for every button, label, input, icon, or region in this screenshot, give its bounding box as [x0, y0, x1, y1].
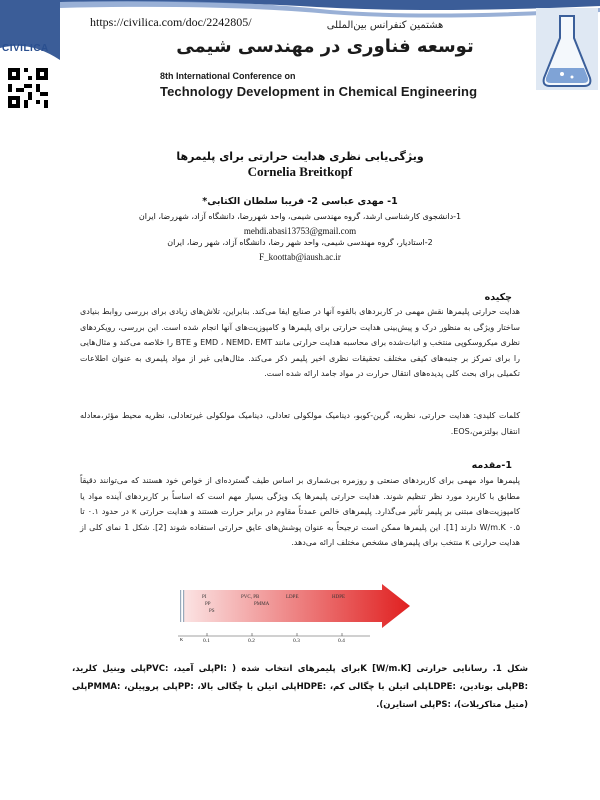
tick-label: 0.1 — [203, 638, 210, 644]
abstract-heading: چکیده — [484, 292, 512, 303]
intro-body: پلیمرها مواد مهمی برای کاربردهای صنعتی و روزمره بی‌شماری بر اساس طیف گسترده‌ای از خواص خود هستند که می‌توانند دقیقاً مطابق با کاربرد مورد نظر تنظیم شوند. هدایت حرارتی پلیمرها یک ویژگی بسیار مهم است که اساساً بر کاربردهای آینده مواد یا کامپوزیت‌های مبتنی بر پلیمر تأثیر می‌گذارد. پلیمرهای خالص عمدتاً مقاوم در برابر حرارت هستند و هدایت حرارتی κ در حدود ۰.۱ تا ۰.۵ W/m.K دارند [1]. این پلیمرها ممکن است ترجیحاً به عنوان پوشش‌های عایق حرارتی استفاده شوند [2]. شکل 1 نمای کلی از هدایت حرارتی κ منتخب برای پلیمرهای مشخص مختلف ارائه می‌دهد. — [80, 476, 521, 547]
conference-title-en-line2: Technology Development in Chemical Engineering — [160, 84, 478, 99]
conductivity-arrow — [184, 584, 410, 628]
paper-title-en: Cornelia Breitkopf — [247, 164, 353, 179]
source-url[interactable]: https://civilica.com/doc/2242805/ — [90, 15, 252, 29]
keywords: کلمات کلیدی: هدایت حرارتی، نظریه، گرین-کوبو، دینامیک مولکولی تعادلی، دینامیک مولکولی غیرتعادلی، نظریه محیط مؤثر،معادله انتقال بولتزمن،EOS. — [80, 411, 520, 436]
civilica-logo: CIVILICA — [2, 43, 49, 54]
figure-caption: شکل 1. رسانایی حرارتی K [W/m.K]برای پلیمرهای انتخاب شده ( :PIپلی آمید، :PVCپلی وینیل کلرید، :PBپلی بوتادین، :LDPEپلی اتیلن با چگالی کم، :HDPEپلی اتیلن با چگالی بالا، :PPپلی پروپیلن، :PMMAپلی (متیل متاکریلات)، :PSپلی استایرن). — [72, 664, 528, 710]
tick-label: 0.3 — [293, 638, 300, 644]
authors: 1- مهدی عباسی 2- فریبا سلطان الکتابی* — [202, 196, 398, 207]
thermal-conductivity-figure — [170, 584, 432, 646]
affiliation-1: 1-دانشجوی کارشناسی ارشد، گروه مهندسی شیمی، واحد شهررضا، دانشگاه آزاد، شهررضا، ایران — [138, 212, 462, 221]
arrow-base-stripe — [180, 590, 181, 622]
conference-title-fa-line1: هشتمین کنفرانس بین‌المللی — [326, 20, 444, 31]
axis-symbol: κ — [180, 637, 184, 643]
arrow-base-stripe — [183, 590, 184, 622]
abstract-body: هدایت حرارتی پلیمرها نقش مهمی در کاربردهای بالقوه آنها در صنایع ایفا می‌کند. بنابراین، تلاش‌های زیادی برای بررسی روابط بنیادی ساختار ویژگی به منظور درک و پیش‌بینی هدایت حرارتی برای پلیمرها و کامپوزیت‌های آنها انجام شده است. این بررسی، رویکردهای نظری میکروسکوپی منتخب و اثبات‌شده برای محاسبه هدایت حرارتی مانند EMD ، NEMD، EMT و BTE را خلاصه می‌کند و مثال‌هایی را برای تمرکز بر جنبه‌های کیفی مختلف تحقیقات نظری اخیر پلیمر ذکر می‌کند. مثال‌هایی غیر از مواد پلیمری به عنوان اطلاعات تکمیلی برای بحث کلی پدیده‌های انتقال حرارت در مواد جامد ارائه شده است. — [80, 307, 521, 378]
email-1[interactable]: mehdi.abasi13753@gmail.com — [243, 226, 357, 236]
conference-title-en-line1: 8th International Conference on — [160, 71, 296, 81]
label-ldpe: LDPE — [286, 595, 299, 600]
label-pmma: PMMA — [254, 602, 270, 607]
label-pi: PI — [202, 595, 207, 600]
label-pp: PP — [205, 602, 211, 607]
paper-title-fa: ویژگی‌یابی نظری هدایت حرارتی برای پلیمرها — [176, 150, 424, 163]
conference-title-fa-line2: توسعه فناوری در مهندسی شیمی — [176, 36, 474, 57]
tick-label: 0.2 — [248, 638, 255, 644]
qr-code-icon — [8, 68, 48, 108]
label-ps: PS — [209, 609, 215, 614]
label-hdpe: HDPE — [332, 595, 346, 600]
conference-banner — [0, 0, 600, 108]
email-2[interactable]: F_koottab@iaush.ac.ir — [259, 252, 341, 262]
flask-icon — [536, 8, 598, 90]
tick-label: 0.4 — [338, 638, 345, 644]
label-pvc-pb: PVC, PB — [241, 595, 260, 600]
intro-heading: 1-مقدمه — [471, 460, 512, 471]
affiliation-2: 2-استادیار، گروه مهندسی شیمی، واحد شهر رضا، دانشگاه آزاد، شهر رضا، ایران — [167, 238, 433, 247]
